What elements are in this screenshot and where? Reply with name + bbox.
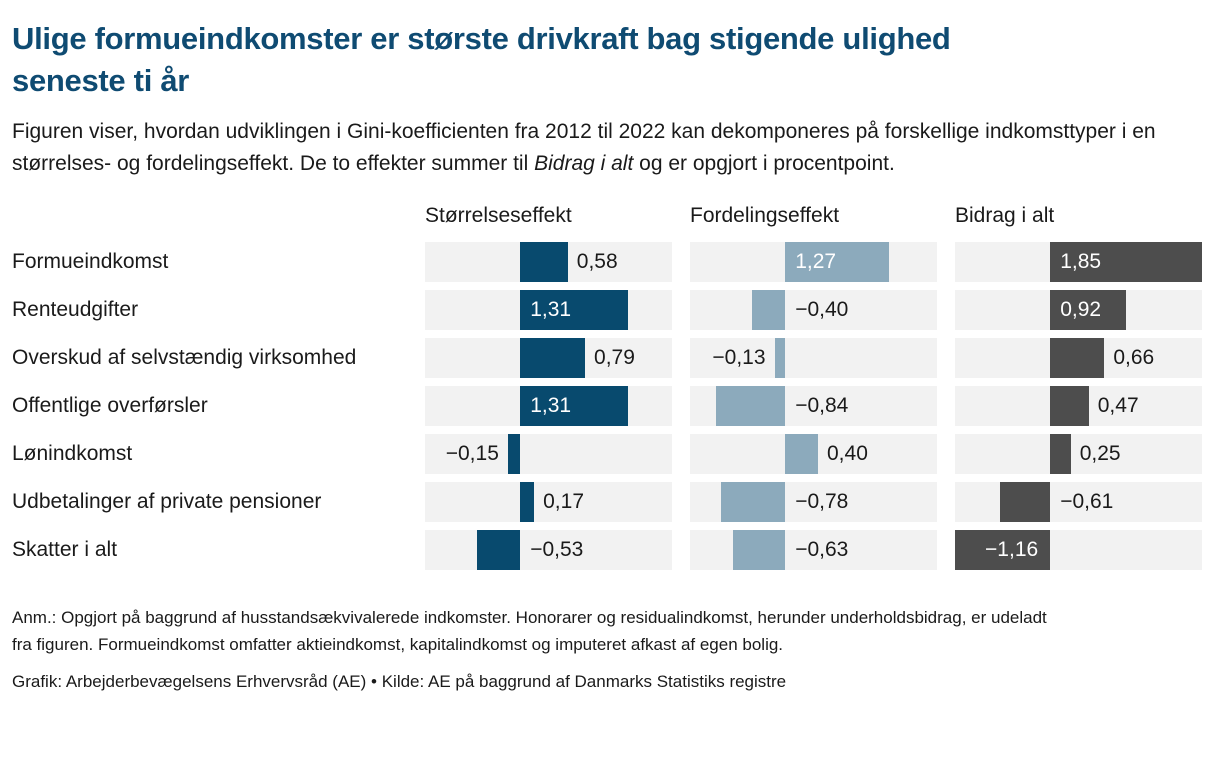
chart-title: Ulige formueindkomster er største drivkraft bag stigende ulighed seneste ti år [12, 21, 951, 99]
value-label: −0,61 [1060, 490, 1114, 514]
subtitle-text-end: og er opgjort i procentpoint. [633, 152, 895, 176]
bar-track [425, 242, 672, 282]
bar [1050, 386, 1089, 426]
category-label: Udbetalinger af private pensioner [12, 490, 322, 514]
value-label: −0,13 [712, 346, 766, 370]
chart-row [12, 434, 1208, 474]
value-label: 0,92 [1060, 298, 1102, 322]
bar [752, 290, 785, 330]
value-label: −0,15 [445, 442, 499, 466]
bar-track [425, 482, 672, 522]
category-label: Renteudgifter [12, 298, 139, 322]
chart-row [12, 530, 1208, 570]
bar [785, 434, 818, 474]
value-label: −0,78 [795, 490, 849, 514]
chart-credit: Grafik: Arbejderbevægelsens Erhvervsråd (AE) • Kilde: AE på baggrund af Danmarks Statistiks registre [12, 671, 787, 691]
category-label: Overskud af selvstændig virksomhed [12, 346, 357, 370]
bar [775, 338, 786, 378]
bar [477, 530, 520, 570]
spacer [12, 204, 407, 228]
bar [716, 386, 785, 426]
subtitle-italic-term: Bidrag i alt [534, 152, 634, 176]
category-label: Lønindkomst [12, 442, 133, 466]
subtitle-text: Figuren viser, hvordan udviklingen i Gini-koefficienten fra 2012 til 2022 kan dekomponeres på forskellige indkomsttyper i en størrelses- og fordelingseffekt. De to effekter summer til [12, 120, 1156, 176]
column-headers [12, 204, 1208, 228]
bar-track [690, 386, 937, 426]
value-label: 0,40 [827, 442, 868, 466]
bar-chart [12, 204, 1208, 570]
bar-track [690, 482, 937, 522]
bar-track [955, 434, 1202, 474]
bar [1050, 338, 1104, 378]
bar-track [955, 482, 1202, 522]
column-header-fordelingseffekt: Fordelingseffekt [690, 204, 840, 228]
value-label: −0,40 [795, 298, 849, 322]
bar-track [425, 338, 672, 378]
chart-row [12, 290, 1208, 330]
category-label: Skatter i alt [12, 538, 118, 562]
value-label: 0,66 [1113, 346, 1155, 370]
value-label: 1,27 [795, 250, 837, 274]
chart-footnote: Anm.: Opgjort på baggrund af husstandsækvivalerede indkomster. Honorarer og residualindkomst, herunder underholdsbidrag, er udeladt fra figuren. Formueindkomst omfatter aktieindkomst, kapitalindkomst og imputeret afkast af egen bolig. [12, 608, 1047, 655]
bar-track [425, 530, 672, 570]
value-label: 1,85 [1060, 250, 1102, 274]
bar-track [690, 338, 937, 378]
value-label: 1,31 [530, 394, 572, 418]
bar [520, 338, 585, 378]
chart-rows [12, 242, 1208, 570]
bar [721, 482, 785, 522]
value-label: −1,16 [985, 538, 1039, 562]
value-label: 0,79 [594, 346, 635, 370]
category-label: Offentlige overførsler [12, 394, 208, 418]
bar [508, 434, 520, 474]
value-label: 1,31 [530, 298, 572, 322]
bar-track [690, 242, 937, 282]
bar-track [955, 290, 1202, 330]
chart-subtitle [12, 116, 1208, 180]
bar [733, 530, 785, 570]
bar-track [690, 434, 937, 474]
value-label: −0,63 [795, 538, 849, 562]
chart-row [12, 482, 1208, 522]
bar-track [425, 386, 672, 426]
column-header-stoerrelseseffekt: Størrelseseffekt [425, 204, 572, 228]
bar-track [955, 386, 1202, 426]
chart-row [12, 338, 1208, 378]
value-label: −0,84 [795, 394, 849, 418]
bar-track [955, 530, 1202, 570]
bar-track [425, 290, 672, 330]
value-label: 0,47 [1097, 394, 1139, 418]
bar [1000, 482, 1050, 522]
bar [1050, 434, 1071, 474]
value-label: 0,58 [576, 250, 618, 274]
value-label: 0,25 [1079, 442, 1121, 466]
value-label: −0,53 [530, 538, 584, 562]
bar-track [955, 242, 1202, 282]
chart-row [12, 242, 1208, 282]
value-label: 0,17 [543, 490, 584, 514]
bar-track [955, 338, 1202, 378]
chart-row [12, 386, 1208, 426]
bar-track [690, 290, 937, 330]
bar-track [690, 530, 937, 570]
bar [520, 482, 534, 522]
column-header-bidrag-i-alt: Bidrag i alt [955, 204, 1055, 228]
bar-track [425, 434, 672, 474]
category-label: Formueindkomst [12, 250, 169, 274]
bar [520, 242, 568, 282]
